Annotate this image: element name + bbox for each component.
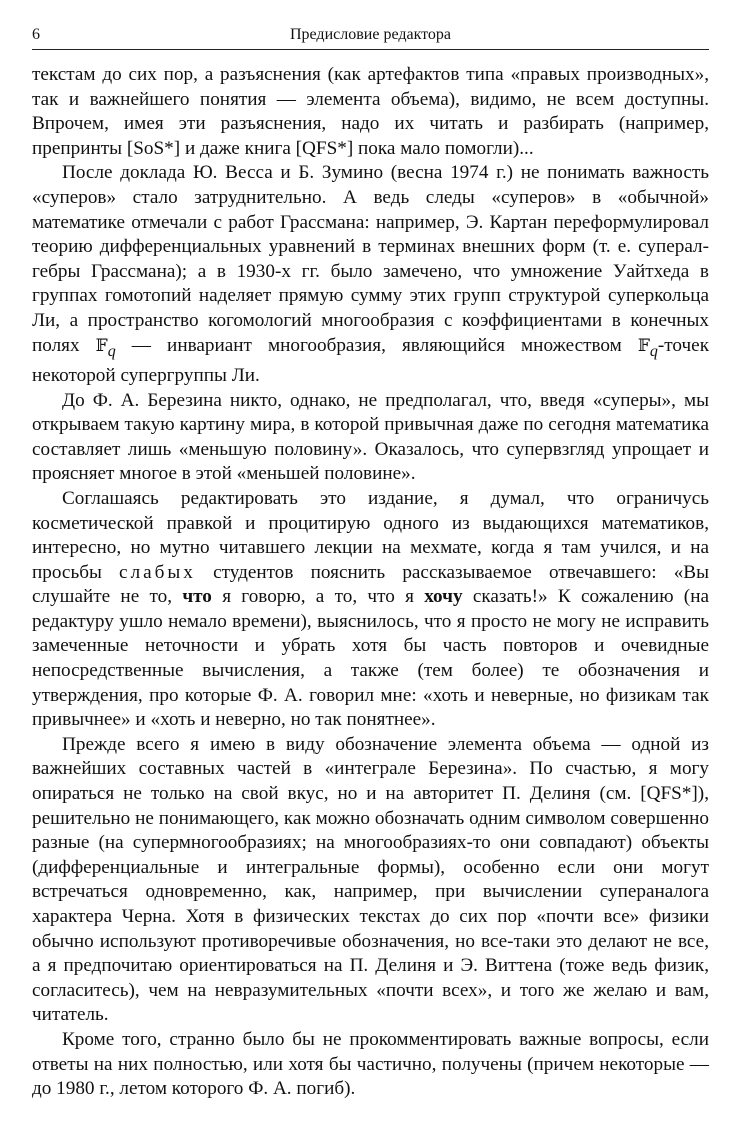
finite-field-symbol: 𝔽 <box>95 335 108 356</box>
text-segment: я говорю, а то, что я <box>211 586 425 608</box>
text-segment: -точек некоторой супергруппы Ли. <box>32 334 710 386</box>
spaced-emphasis: слабых <box>119 561 196 583</box>
text-segment: студентов пояснить рассказываемое отвечавшего: «Вы слушайте не то, <box>32 561 709 608</box>
paragraph-3 <box>32 389 709 487</box>
paragraph-1 <box>32 63 709 161</box>
text-segment: Прежде всего я имею в виду обозначение элемента объема — одной из важнейших составных частей в «интеграле Березина». По счастью, я могу опираться не только на свой вкус, но и на авторитет П. Делиня (см. [QFS*]), решительно не понимающего, как можно обозначать одним символом совершенно разные (на супермногообразиях; на многообразиях-то они совпадают) объекты (дифференциальные и интегральные формы), особенно если они могут встречаться одновременно, как, например, при вычислении супераналога характера Черна. Хотя в физических текстах до сих пор «почти все» физики обычно используют противоречивые обозначения, но все-таки это делают не все, а я предпочитаю ориентироваться на П. Делиня и Э. Виттена (тоже ведь физик, согласитесь), чем на невразумительных «почти всех», и того же желаю и вам, читатель. <box>32 733 709 1026</box>
finite-field-symbol: 𝔽 <box>637 335 650 356</box>
paragraph-6 <box>32 1028 709 1102</box>
bold-emphasis: хочу <box>424 586 463 608</box>
bold-emphasis: что <box>182 586 212 608</box>
page-number: 6 <box>32 26 40 43</box>
text-segment: сказать!» К сожалению (на редактуру ушло немало времени), выяснилось, что я просто не могу не исправить замеченные неточности и убрать хотя бы часть повторов и очевидные непосредственные вычисления, а также (тем более) те обозначения и утверждения, про которые Ф. А. говорил мне: «хоть и неверные, но физикам так привычнее» и «хоть и неверно, но так понятнее». <box>32 586 709 731</box>
running-title: Предисловие редактора <box>289 26 452 43</box>
subscript-q: q <box>649 342 658 360</box>
body-text <box>32 63 709 1102</box>
subscript-q: q <box>107 342 116 360</box>
text-segment: После доклада Ю. Весса и Б. Зумино (весна 1974 г.) не понимать важность «суперов» стало затруднительно. А ведь следы «суперов» в «обычной» математике отмечали с работ Грассмана: например, Э. Картан переформулировал теорию дифференциальных уравнений в терминах внешних форм (т. е. супералгебры Грассмана); а в 1930-х гг. было замечено, что умножение Уайтхеда в группах гомотопий наделяет прямую сумму этих групп структурой суперкольца Ли, а пространство когомологий многообразия с коэффициентами в конечных полях <box>32 162 709 356</box>
paragraph-2 <box>32 161 709 388</box>
text-segment: текстам до сих пор, а разъяснения (как артефактов типа «правых производных», так и важнейшего понятия — элемента объема), видимо, не всем доступны. Впрочем, имея эти разъяснения, надо их читать и разбирать (например, препринты [SoS*] и даже книга [QFS*] пока мало помогли)... <box>32 64 709 159</box>
page-header <box>32 25 709 50</box>
text-segment: Соглашаясь редактировать это издание, я думал, что ограничусь косметической правкой и процитирую одного из выдающихся математиков, интересно, но мутно читавшего лекции на мехмате, когда я там учился, и на просьбы <box>32 487 709 583</box>
text-segment: Кроме того, странно было бы не прокомментировать важные вопросы, если ответы на них полностью, или хотя бы частично, получены (причем некоторые — до 1980 г., летом которого Ф. А. погиб). <box>32 1028 709 1100</box>
text-segment: До Ф. А. Березина никто, однако, не предполагал, что, введя «суперы», мы открываем такую картину мира, в которой привычная даже по сегодня математика составляет лишь «меньшую половину». Оказалось, что супервзгляд упрощает и проясняет многое в этой «меньшей половине». <box>32 389 709 485</box>
paragraph-5 <box>32 733 709 1028</box>
text-segment: — инвариант многообразия, являющийся множеством <box>115 334 638 356</box>
paragraph-4 <box>32 487 709 733</box>
